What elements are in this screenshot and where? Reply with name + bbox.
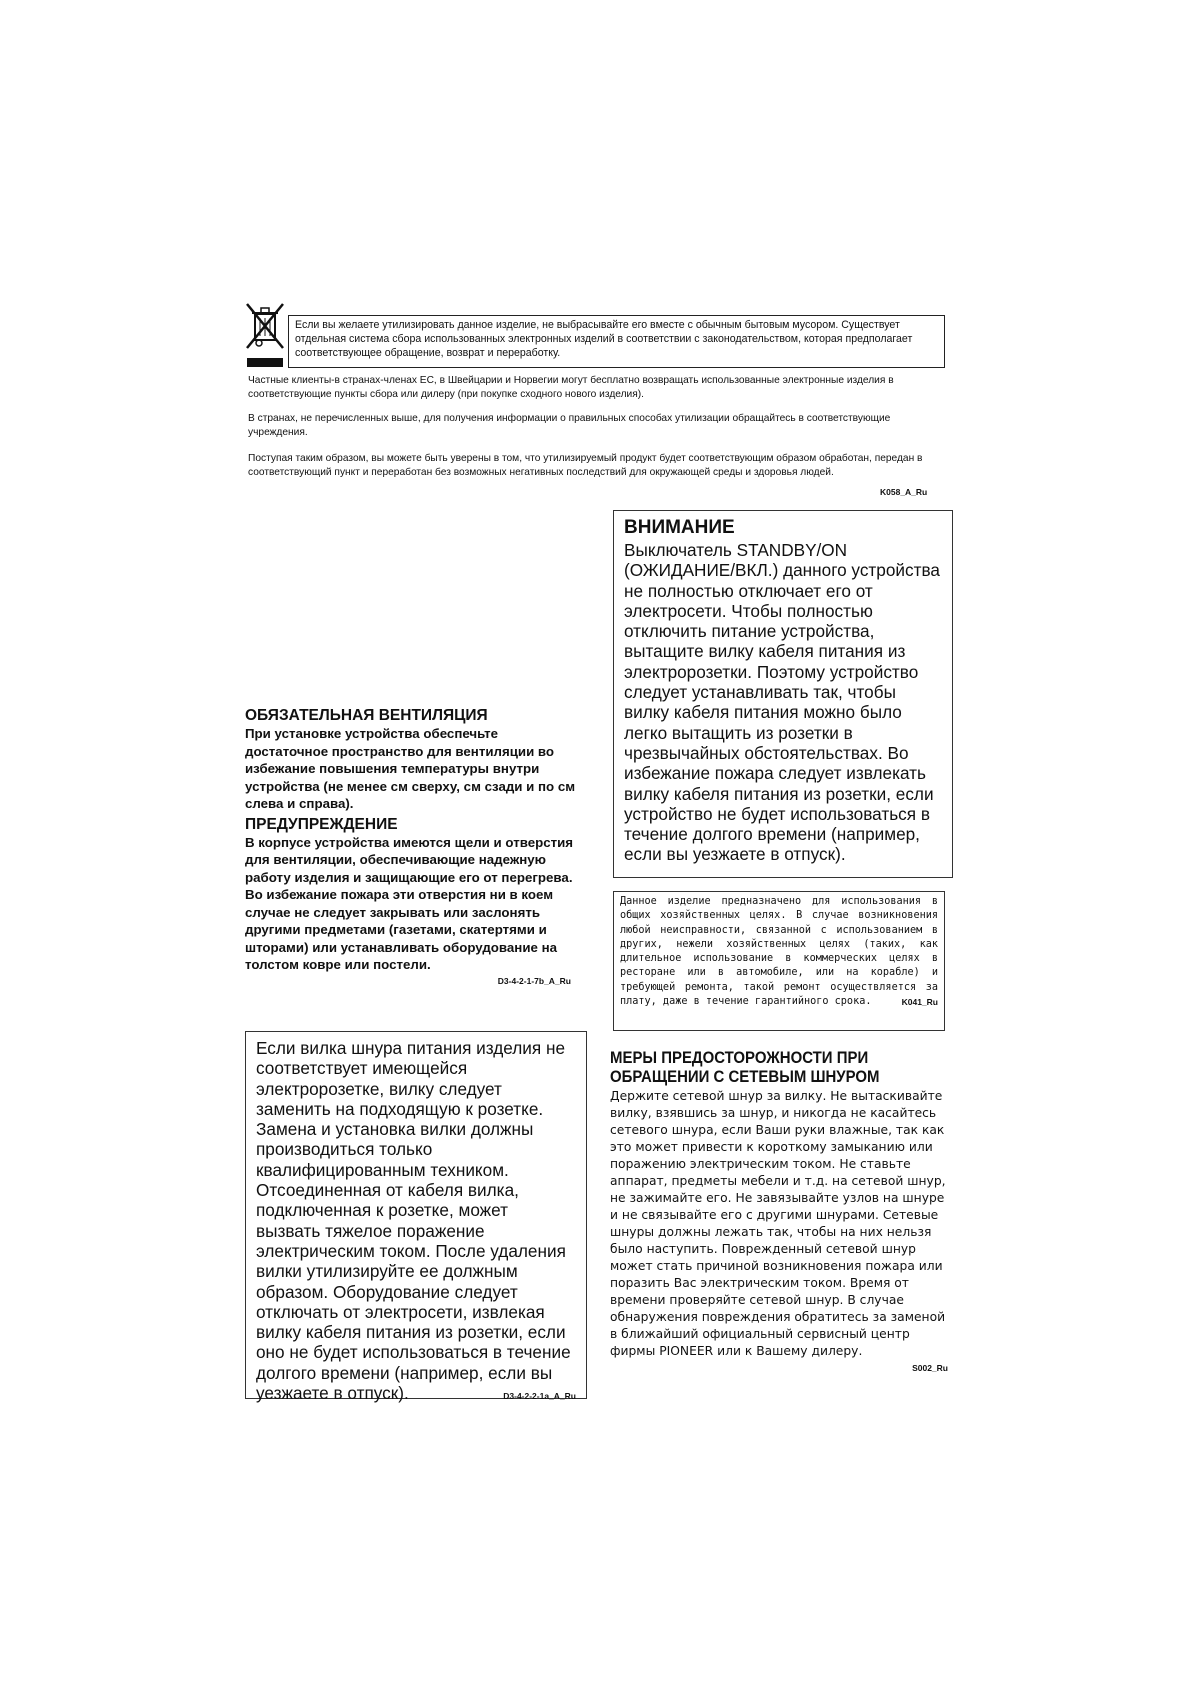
- warning-text: В корпусе устройства имеются щели и отверстия для вентиляции, обеспечивающие надежную работу изделия и защищающие его от перегрева. Во избежание пожара эти отверстия ни в коем случае не следует закрывать или заслонять другими предметами (газетами, скатертями и шторами) или устанавливать оборудование на толстом ковре или постели.: [245, 834, 574, 972]
- plug-replacement-text: Если вилка шнура питания изделия не соответствует имеющейся электророзетке, вилку следует заменить на подходящую к розетке. Замена и установка вилки должны производиться только квалифицированным техником. Отсоединенная от кабеля вилка, подключенная к розетке, может вызвать тяжелое поражение электрическим током. После удаления вилки утилизируйте ее должным образом. Оборудование следует отключать от электросети, извлекая вилку кабеля питания из розетки, если оно не будет использоваться в течение долгого времени (например, если вы уезжаете в отпуск).: [256, 1038, 571, 1404]
- ventilation-text: При установке устройства обеспечьте достаточное пространство для вентиляции во избежание повышения температуры внутри устройства (не менее см сверху, см сзади и по см слева и справа).: [245, 726, 576, 811]
- disposal-code: K058_A_Ru: [880, 487, 928, 497]
- caution-box: [613, 510, 953, 878]
- caution-title: ВНИМАНИЕ: [624, 517, 735, 538]
- power-cord-text: Держите сетевой шнур за вилку. Не вытаскивайте вилку, взявшись за шнур, и никогда не касайтесь сетевого шнура, если Ваши руки влажные, так как это может привести к короткому замыканию или поражению электрическим током. Не ставьте аппарат, предметы мебели и т.д. на сетевой шнур, не зажимайте его. Не завязывайте узлов на шнуре и не связывайте его с другими шнурами. Сетевые шнуры должны лежать так, чтобы на них нельзя было наступить. Поврежденный сетевой шнур может стать причиной возникновения пожара или поразить Вас электрическим током. Время от времени проверяйте сетевой шнур. В случае обнаружения повреждения обратитесь за заменой в ближайший официальный сервисный центр фирмы PIONEER или к Вашему дилеру.: [610, 1089, 946, 1358]
- power-cord-title-line-2: ОБРАЩЕНИИ С СЕТЕВЫМ ШНУРОМ: [610, 1067, 880, 1086]
- plug-replacement-code: D3-4-2-2-1a_A_Ru: [503, 1391, 576, 1402]
- disposal-box-text: Если вы желаете утилизировать данное изделие, не выбрасывайте его вместе с обычным бытовым мусором. Существует отдельная система сбора использованных электронных изделий в соответствии с законодательством, которая предполагает соответствующее обращение, возврат и переработку.: [295, 319, 913, 359]
- caution-text: Выключатель STANDBY/ON (ОЖИДАНИЕ/ВКЛ.) данного устройства не полностью отключает его от электросети. Чтобы полностью отключить питание устройства, вытащите вилку кабеля питания из электророзетки. Поэтому устройство следует устанавливать так, чтобы вилку кабеля питания можно было легко вытащить из розетки в чрезвычайных обстоятельствах. Во избежание пожара следует извлекать вилку кабеля питания из розетки, если устройство не будет использоваться в течение долгого времени (например, если вы уезжаете в отпуск).: [624, 540, 940, 865]
- disposal-paragraph-2: В странах, не перечисленных выше, для получения информации о правильных способах утилизации обращайтесь в соответствующие учреждения.: [248, 413, 891, 438]
- domestic-use-box: [613, 891, 945, 1031]
- disposal-notice-box: [288, 315, 945, 368]
- ventilation-title: ОБЯЗАТЕЛЬНАЯ ВЕНТИЛЯЦИЯ: [245, 707, 488, 724]
- ventilation-code: D3-4-2-1-7b_A_Ru: [497, 975, 571, 986]
- ventilation-section: [245, 707, 581, 986]
- crossed-out-wheelie-bin-icon: [245, 302, 285, 368]
- warning-title: ПРЕДУПРЕЖДЕНИЕ: [245, 815, 398, 833]
- power-cord-section: [610, 1048, 948, 1373]
- disposal-paragraph-1: Частные клиенты-в странах-членах ЕС, в Швейцарии и Норвегии могут бесплатно возвращать использованные электронные изделия в соответствующие пункты сбора или дилеру (при покупке сходного нового изделия).: [248, 375, 894, 400]
- power-cord-code: S002_Ru: [912, 1363, 948, 1373]
- domestic-use-code: K041_Ru: [901, 997, 938, 1008]
- disposal-paragraph-3: Поступая таким образом, вы можете быть уверены в том, что утилизируемый продукт будет соответствующим образом обработан, передан в соответствующий пункт и переработан без возможных негативных последствий для окружающей среды и здоровья людей.: [248, 453, 923, 478]
- power-cord-title-line-1: МЕРЫ ПРЕДОСТОРОЖНОСТИ ПРИ: [610, 1048, 869, 1067]
- domestic-use-text: Данное изделие предназначено для использования в общих хозяйственных целях. В случае возникновения любой неисправности, связанной с использованием в других, нежели хозяйственных целях (таких, как длительное использование в коммерческих целях в ресторане или в автомобиле, или на корабле) и требующей ремонта, такой ремонт осуществляется за плату, даже в течение гарантийного срока.: [620, 896, 938, 1008]
- plug-replacement-box: [245, 1031, 587, 1404]
